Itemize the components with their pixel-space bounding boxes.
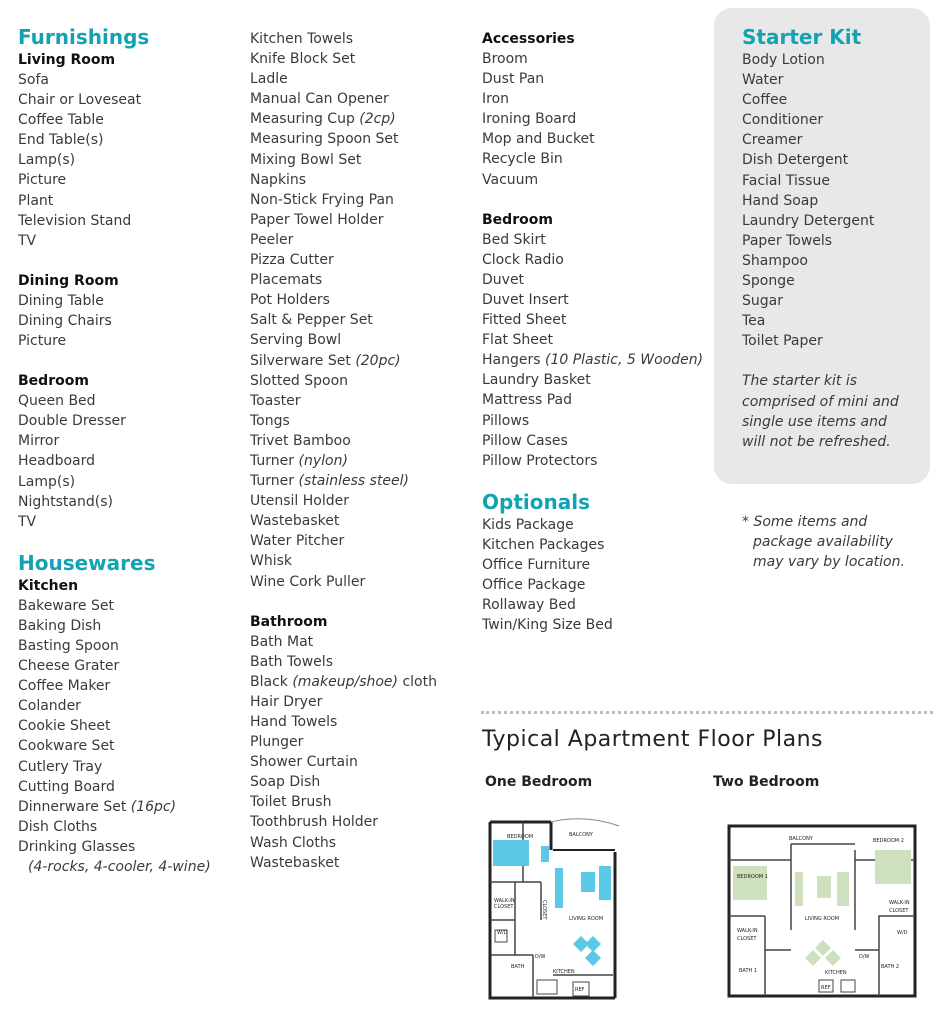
list-item: Cheese Grater	[18, 658, 120, 675]
list-item: Water Pitcher	[250, 533, 345, 550]
list-item: End Table(s)	[18, 132, 104, 149]
list-item: Sponge	[742, 273, 795, 290]
list-item: Picture	[18, 333, 67, 350]
list-item: Colander	[18, 698, 81, 715]
room-label: REF	[575, 987, 585, 993]
list-item: Double Dresser	[18, 413, 126, 430]
list-item: Slotted Spoon	[250, 372, 349, 389]
list-item: Placemats	[250, 272, 323, 289]
room-label: BEDROOM	[507, 834, 534, 840]
room-label: WALK-IN	[737, 928, 758, 934]
starter-kit-list	[742, 50, 899, 351]
list-item: Toaster	[250, 392, 301, 409]
list-item: Coffee Table	[18, 112, 104, 129]
list-item: Toilet Paper	[742, 333, 823, 350]
list-item: Chair or Loveseat	[18, 92, 142, 109]
column-kitchen-bathroom	[250, 29, 437, 873]
optionals-list	[482, 515, 703, 636]
room-label: CLOSET	[494, 904, 514, 910]
column-starter-kit	[742, 24, 899, 452]
room-label: LIVING ROOM	[569, 916, 604, 922]
list-item: Laundry Detergent	[742, 212, 875, 229]
list-item: Wastebasket	[250, 854, 340, 871]
list-item: Laundry Basket	[482, 372, 591, 389]
list-item: Flat Sheet	[482, 332, 553, 349]
list-item-hangers: Hangers (10 Plastic, 5 Wooden)	[482, 352, 704, 369]
list-item: Duvet Insert	[482, 291, 569, 308]
list-item: Tea	[742, 313, 766, 330]
list-item: Facial Tissue	[742, 172, 830, 189]
kitchen-list-2c	[250, 371, 437, 451]
list-item-turner-steel: Turner (stainless steel)	[250, 473, 410, 490]
list-item-measuring-cup: Measuring Cup (2cp)	[250, 111, 396, 128]
list-item: Queen Bed	[18, 393, 96, 410]
living-room-list	[18, 70, 211, 251]
list-item: Paper Towels	[742, 232, 833, 249]
list-item: Mirror	[18, 433, 60, 450]
room-label: D/W	[535, 954, 546, 960]
room-label: KITCHEN	[553, 969, 575, 975]
two-bedroom-floor-plan	[725, 820, 921, 1000]
bedroom-linens-list-a	[482, 230, 703, 351]
list-item: Napkins	[250, 171, 307, 188]
availability-disclaimer	[742, 512, 905, 572]
list-item: Lamp(s)	[18, 473, 76, 490]
list-item: Soap Dish	[250, 774, 321, 791]
dining-table-icon	[573, 936, 601, 966]
room-label: BATH 1	[739, 968, 758, 974]
list-item: Hand Towels	[250, 714, 338, 730]
list-item: Tongs	[250, 412, 290, 429]
list-item: Toothbrush Holder	[250, 814, 379, 831]
room-label: CLOSET	[541, 900, 547, 920]
list-item: Bath Mat	[250, 633, 314, 650]
list-item: Bed Skirt	[482, 231, 546, 248]
one-bedroom-label: One Bedroom	[485, 774, 593, 790]
list-item: Pillow Protectors	[482, 452, 598, 469]
note-line: The starter kit is	[742, 373, 858, 390]
list-item: Plunger	[250, 734, 304, 751]
room-label: BATH 2	[881, 964, 900, 970]
bedroom-heading: Bedroom	[18, 373, 89, 390]
list-item: Non-Stick Frying Pan	[250, 191, 394, 208]
list-item: Clock Radio	[482, 251, 564, 268]
list-item: Twin/King Size Bed	[482, 617, 613, 634]
note-line: single use items and	[742, 413, 887, 430]
list-item: Duvet	[482, 271, 525, 288]
room-label: W/D	[897, 930, 908, 936]
housewares-title: Housewares	[18, 550, 156, 575]
bedroom-linens-heading: Bedroom	[482, 211, 553, 228]
drinking-glasses-note: (4-rocks, 4-cooler, 4-wine)	[28, 859, 211, 875]
list-item: Toilet Brush	[250, 794, 332, 811]
list-item: Hand Soap	[742, 192, 819, 209]
bathroom-list-a	[250, 632, 437, 672]
room-label: WALK-IN	[494, 898, 515, 904]
list-item: Whisk	[250, 553, 293, 570]
list-item: Rollaway Bed	[482, 597, 576, 614]
list-item: TV	[18, 232, 37, 249]
list-item: Trivet Bamboo	[250, 432, 351, 449]
room-label: CLOSET	[889, 908, 909, 914]
room-label: REF	[821, 985, 831, 991]
room-label: BALCONY	[789, 836, 813, 842]
list-item: Nightstand(s)	[18, 493, 113, 510]
list-item: Coffee Maker	[18, 678, 111, 695]
room-label: BATH	[511, 964, 525, 970]
list-item: Ladle	[250, 71, 288, 88]
room-label: BEDROOM 1	[737, 874, 768, 880]
list-item: Cutlery Tray	[18, 758, 103, 775]
dining-room-list	[18, 291, 211, 351]
list-item: Broom	[482, 51, 528, 67]
list-item: Television Stand	[18, 212, 132, 229]
list-item: Bakeware Set	[18, 597, 114, 614]
list-item: Utensil Holder	[250, 493, 349, 510]
list-item: Serving Bowl	[250, 332, 342, 349]
list-item: Office Package	[482, 577, 586, 594]
disclaimer-line: may vary by location.	[753, 554, 905, 570]
optionals-title: Optionals	[482, 489, 590, 514]
list-item: Shower Curtain	[250, 754, 358, 771]
list-item: Ironing Board	[482, 111, 577, 128]
list-item-silverware: Silverware Set (20pc)	[250, 352, 401, 369]
list-item: Mop and Bucket	[482, 131, 595, 148]
list-item: Basting Spoon	[18, 637, 119, 654]
list-item: Dust Pan	[482, 71, 545, 88]
dotted-divider	[481, 711, 933, 714]
note-line: comprised of mini and	[742, 393, 899, 410]
list-item: Conditioner	[742, 112, 824, 129]
list-item: Baking Dish	[18, 617, 102, 634]
room-label: LIVING ROOM	[805, 916, 840, 922]
list-item: Bath Towels	[250, 653, 333, 670]
two-bedroom-label: Two Bedroom	[713, 774, 820, 790]
list-item: Sofa	[18, 72, 49, 88]
bed2-highlight	[875, 850, 911, 884]
list-item: Creamer	[742, 132, 803, 149]
disclaimer-line: package availability	[753, 534, 893, 550]
list-item: Lamp(s)	[18, 152, 76, 169]
list-item: Coffee	[742, 92, 788, 109]
list-item: Peeler	[250, 231, 294, 248]
list-item: Picture	[18, 172, 67, 189]
kitchen-heading: Kitchen	[18, 577, 79, 594]
note-line: will not be refreshed.	[742, 433, 891, 450]
list-item-drinking-glasses: Drinking Glasses	[18, 838, 136, 855]
list-item: Cookie Sheet	[18, 718, 111, 735]
list-item: Cookware Set	[18, 738, 115, 755]
list-item: Kitchen Packages	[482, 536, 605, 553]
list-item: Kids Package	[482, 516, 574, 533]
bedroom-linens-list-b	[482, 370, 703, 470]
one-bedroom-floor-plan	[485, 810, 625, 1002]
list-item: Mixing Bowl Set	[250, 151, 362, 168]
accessories-list	[482, 49, 703, 190]
list-item: Wastebasket	[250, 513, 340, 530]
list-item: Mattress Pad	[482, 392, 573, 409]
starter-kit-title: Starter Kit	[742, 25, 862, 49]
list-item: Body Lotion	[742, 52, 825, 68]
kitchen-list-2a	[250, 29, 437, 109]
list-item: Shampoo	[742, 252, 808, 269]
list-item: Dining Chairs	[18, 312, 112, 329]
list-item-dinnerware: Dinnerware Set (16pc)	[18, 798, 177, 815]
column-furnishings	[18, 24, 211, 877]
list-item: Vacuum	[482, 171, 539, 188]
list-item: Pizza Cutter	[250, 252, 334, 269]
list-item: Recycle Bin	[482, 151, 563, 168]
list-item: Kitchen Towels	[250, 31, 354, 47]
list-item-black-cloth: Black (makeup/shoe) cloth	[250, 673, 437, 690]
disclaimer-line: * Some items and	[742, 514, 868, 530]
list-item: Pot Holders	[250, 292, 330, 309]
list-item: Dish Detergent	[742, 152, 849, 169]
dining-room-heading: Dining Room	[18, 272, 119, 289]
bedroom-list	[18, 391, 211, 532]
dining-table-icon	[805, 940, 841, 966]
floor-plans-title: Typical Apartment Floor Plans	[482, 727, 823, 752]
kitchen-list-2b	[250, 129, 437, 350]
list-item: Headboard	[18, 453, 96, 470]
list-item: Pillow Cases	[482, 432, 568, 449]
accessories-heading: Accessories	[482, 31, 575, 47]
room-label: W/D	[497, 930, 508, 936]
bed-highlight	[493, 840, 529, 866]
list-item-dish-cloths: Dish Cloths	[18, 818, 98, 835]
list-item: Sugar	[742, 293, 783, 310]
bed1-highlight	[733, 866, 767, 900]
list-item: Water	[742, 72, 784, 89]
room-label: WALK-IN	[889, 900, 910, 906]
list-item: Hair Dryer	[250, 693, 323, 710]
list-item: Office Furniture	[482, 556, 591, 573]
list-item-turner-nylon: Turner (nylon)	[250, 452, 348, 469]
starter-kit-note	[742, 371, 899, 451]
living-room-heading: Living Room	[18, 52, 116, 68]
room-label: BALCONY	[569, 832, 593, 838]
kitchen-list-2d	[250, 491, 437, 591]
list-item: Plant	[18, 192, 54, 209]
list-item: Fitted Sheet	[482, 312, 567, 329]
furnishings-title: Furnishings	[18, 25, 150, 49]
list-item: TV	[18, 513, 37, 530]
bathroom-heading: Bathroom	[250, 613, 328, 630]
list-item: Measuring Spoon Set	[250, 131, 399, 148]
list-item: Knife Block Set	[250, 51, 356, 68]
kitchen-list	[18, 596, 211, 797]
room-label: KITCHEN	[825, 970, 847, 976]
list-item: Wine Cork Puller	[250, 573, 366, 590]
list-item: Wash Cloths	[250, 834, 337, 851]
list-item: Iron	[482, 91, 510, 108]
list-item: Paper Towel Holder	[250, 211, 384, 228]
bathroom-list-b	[250, 692, 437, 873]
column-accessories	[482, 29, 703, 635]
room-label: CLOSET	[737, 936, 757, 942]
list-item: Cutting Board	[18, 778, 115, 795]
list-item: Manual Can Opener	[250, 91, 389, 108]
room-label: BEDROOM 2	[873, 838, 904, 844]
room-label: D/W	[859, 954, 870, 960]
list-item: Salt & Pepper Set	[250, 312, 373, 329]
list-item: Dining Table	[18, 292, 104, 309]
list-item: Pillows	[482, 412, 530, 429]
